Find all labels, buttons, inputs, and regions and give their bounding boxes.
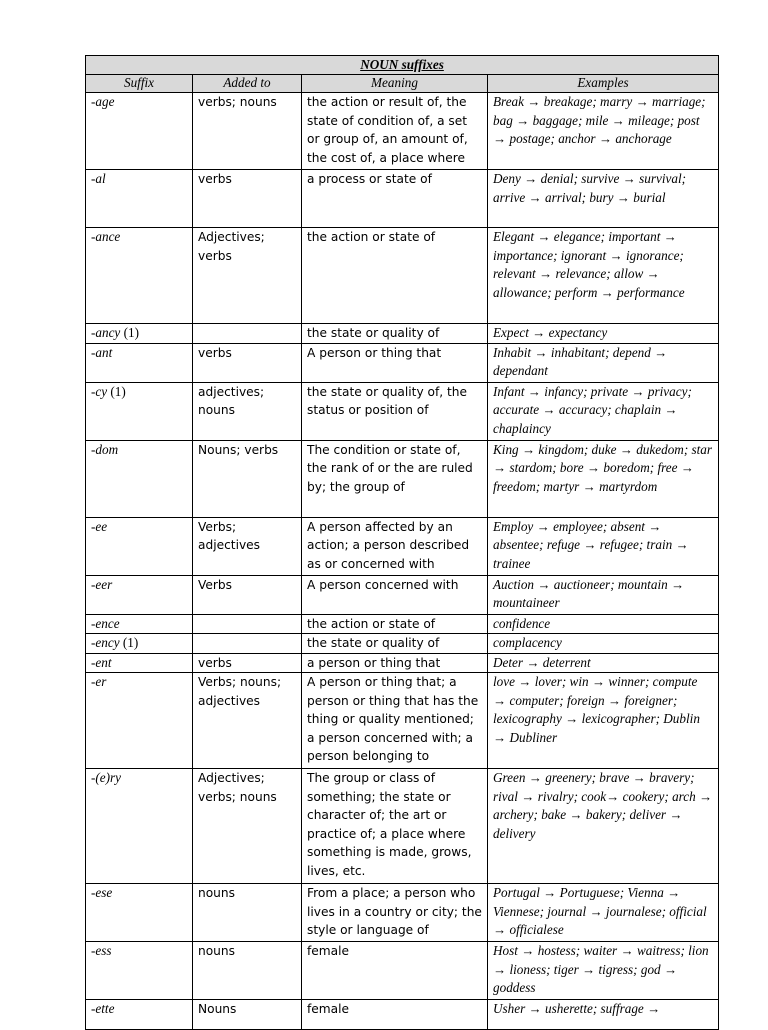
suffix-text: -ette — [91, 1001, 115, 1016]
added-to-cell: Adjectives; verbs — [193, 228, 302, 324]
added-to-cell: verbs; nouns — [193, 93, 302, 170]
suffix-text: -cy — [91, 383, 108, 399]
examples-cell: Deny → denial; survive → survival; arrive → arrival; bury → burial — [488, 170, 719, 228]
suffix-cell — [86, 1000, 193, 1030]
added-to-cell — [193, 614, 302, 634]
suffix-text: -ent — [91, 654, 112, 670]
header-examples: Examples — [488, 75, 719, 93]
table-title-row — [86, 56, 719, 75]
suffix-note: (1) — [107, 383, 126, 399]
added-to-cell — [193, 634, 302, 654]
meaning-cell: The group or class of something; the state or character of; the art or practice of; a place where something is made, grows, lives, etc. — [302, 769, 488, 884]
meaning-cell: A person or thing that; a person or thing that has the thing or quality mentioned; a person concerned with; a person belonging to — [302, 673, 488, 769]
added-to-cell: verbs — [193, 343, 302, 382]
meaning-cell: a person or thing that — [302, 653, 488, 673]
header-suffix: Suffix — [86, 75, 193, 93]
examples-cell: Host → hostess; waiter → waitress; lion → lioness; tiger → tigress; god → goddess — [488, 942, 719, 1000]
table-row — [86, 673, 719, 769]
suffix-cell — [86, 93, 193, 170]
suffix-note: (1) — [120, 325, 139, 340]
examples-cell: love → lover; win → winner; compute → computer; foreign → foreigner; lexicography → lexicographer; Dublin → Dubliner — [488, 673, 719, 769]
meaning-cell: A person or thing that — [302, 343, 488, 382]
meaning-cell: the action or state of — [302, 614, 488, 634]
added-to-cell: Adjectives; verbs; nouns — [193, 769, 302, 884]
suffix-cell — [86, 942, 193, 1000]
suffix-text: -dom — [91, 441, 119, 457]
suffix-text: -ee — [91, 518, 108, 534]
added-to-cell: nouns — [193, 942, 302, 1000]
suffix-cell — [86, 382, 193, 440]
suffix-text: -ancy — [91, 325, 121, 340]
suffix-cell — [86, 517, 193, 575]
suffix-text: -(e)ry — [91, 770, 122, 785]
suffix-cell — [86, 228, 193, 324]
noun-suffix-table — [85, 55, 719, 1030]
meaning-cell: the action or result of, the state of condition of, a set or group of, an amount of, the cost of, a place where — [302, 93, 488, 170]
meaning-cell: A person concerned with — [302, 575, 488, 614]
table-body — [86, 93, 719, 1030]
table-row — [86, 93, 719, 170]
table-row — [86, 575, 719, 614]
suffix-cell — [86, 653, 193, 673]
table-row — [86, 517, 719, 575]
suffix-text: -er — [91, 674, 107, 689]
meaning-cell: female — [302, 1000, 488, 1030]
examples-cell: Break → breakage; marry → marriage; bag → baggage; mile → mileage; post → postage; anchor → anchorage — [488, 93, 719, 170]
suffix-cell — [86, 884, 193, 942]
added-to-cell: verbs — [193, 170, 302, 228]
examples-cell: Green → greenery; brave → bravery; rival → rivalry; cook→ cookery; arch → archery; bake → bakery; deliver → delivery — [488, 769, 719, 884]
table-row — [86, 769, 719, 884]
table-row — [86, 324, 719, 344]
examples-cell: Portugal → Portuguese; Vienna → Viennese; journal → journalese; official → officialese — [488, 884, 719, 942]
suffix-cell — [86, 769, 193, 884]
added-to-cell: verbs — [193, 653, 302, 673]
table-row — [86, 440, 719, 517]
examples-cell: Employ → employee; absent → absentee; refuge → refugee; train → trainee — [488, 517, 719, 575]
added-to-cell: adjectives; nouns — [193, 382, 302, 440]
suffix-cell — [86, 575, 193, 614]
examples-cell: King → kingdom; duke → dukedom; star → stardom; bore → boredom; free → freedom; martyr → martyrdom — [488, 440, 719, 517]
meaning-cell: the state or quality of — [302, 634, 488, 654]
suffix-cell — [86, 324, 193, 344]
added-to-cell: Verbs; adjectives — [193, 517, 302, 575]
table-row — [86, 1000, 719, 1030]
meaning-cell: the action or state of — [302, 228, 488, 324]
meaning-cell: From a place; a person who lives in a country or city; the style or language of — [302, 884, 488, 942]
suffix-text: -ess — [91, 943, 112, 958]
table-row — [86, 228, 719, 324]
added-to-cell — [193, 324, 302, 344]
suffix-text: -ant — [91, 344, 113, 360]
added-to-cell: Nouns; verbs — [193, 440, 302, 517]
examples-cell: Usher → usherette; suffrage → — [488, 1000, 719, 1030]
added-to-cell: Verbs — [193, 575, 302, 614]
table-row — [86, 343, 719, 382]
added-to-cell: nouns — [193, 884, 302, 942]
added-to-cell: Verbs; nouns; adjectives — [193, 673, 302, 769]
examples-cell: Elegant → elegance; important → importance; ignorant → ignorance; relevant → relevance; allow → allowance; perform → performance — [488, 228, 719, 324]
examples-cell: Auction → auctioneer; mountain → mountaineer — [488, 575, 719, 614]
suffix-cell — [86, 673, 193, 769]
added-to-cell: Nouns — [193, 1000, 302, 1030]
examples-cell: Inhabit → inhabitant; depend → dependant — [488, 343, 719, 382]
meaning-cell: the state or quality of — [302, 324, 488, 344]
suffix-cell — [86, 614, 193, 634]
examples-cell: Expect → expectancy — [488, 324, 719, 344]
table-row — [86, 614, 719, 634]
examples-cell: Infant → infancy; private → privacy; accurate → accuracy; chaplain → chaplaincy — [488, 382, 719, 440]
meaning-cell: a process or state of — [302, 170, 488, 228]
table-header-row — [86, 75, 719, 93]
header-meaning: Meaning — [302, 75, 488, 93]
table-row — [86, 653, 719, 673]
examples-cell: Deter → deterrent — [488, 653, 719, 673]
table-row — [86, 884, 719, 942]
suffix-text: -al — [91, 171, 106, 186]
suffix-text: -ency — [91, 635, 120, 650]
table-row — [86, 942, 719, 1000]
meaning-cell: The condition or state of, the rank of or the are ruled by; the group of — [302, 440, 488, 517]
suffix-text: -eer — [91, 576, 113, 592]
table-title: NOUN suffixes — [86, 56, 719, 75]
suffix-text: -ence — [91, 615, 120, 631]
suffix-cell — [86, 343, 193, 382]
meaning-cell: female — [302, 942, 488, 1000]
examples-cell: complacency — [488, 634, 719, 654]
table-row — [86, 382, 719, 440]
suffix-cell — [86, 170, 193, 228]
meaning-cell: the state or quality of, the status or position of — [302, 382, 488, 440]
table-row — [86, 170, 719, 228]
suffix-text: -ance — [91, 229, 121, 244]
suffix-text: -ese — [91, 885, 113, 900]
suffix-cell — [86, 440, 193, 517]
table-row — [86, 634, 719, 654]
suffix-cell — [86, 634, 193, 654]
meaning-cell: A person affected by an action; a person described as or concerned with — [302, 517, 488, 575]
suffix-note: (1) — [119, 635, 139, 650]
examples-cell: confidence — [488, 614, 719, 634]
header-added-to: Added to — [193, 75, 302, 93]
suffix-text: -age — [91, 94, 115, 109]
